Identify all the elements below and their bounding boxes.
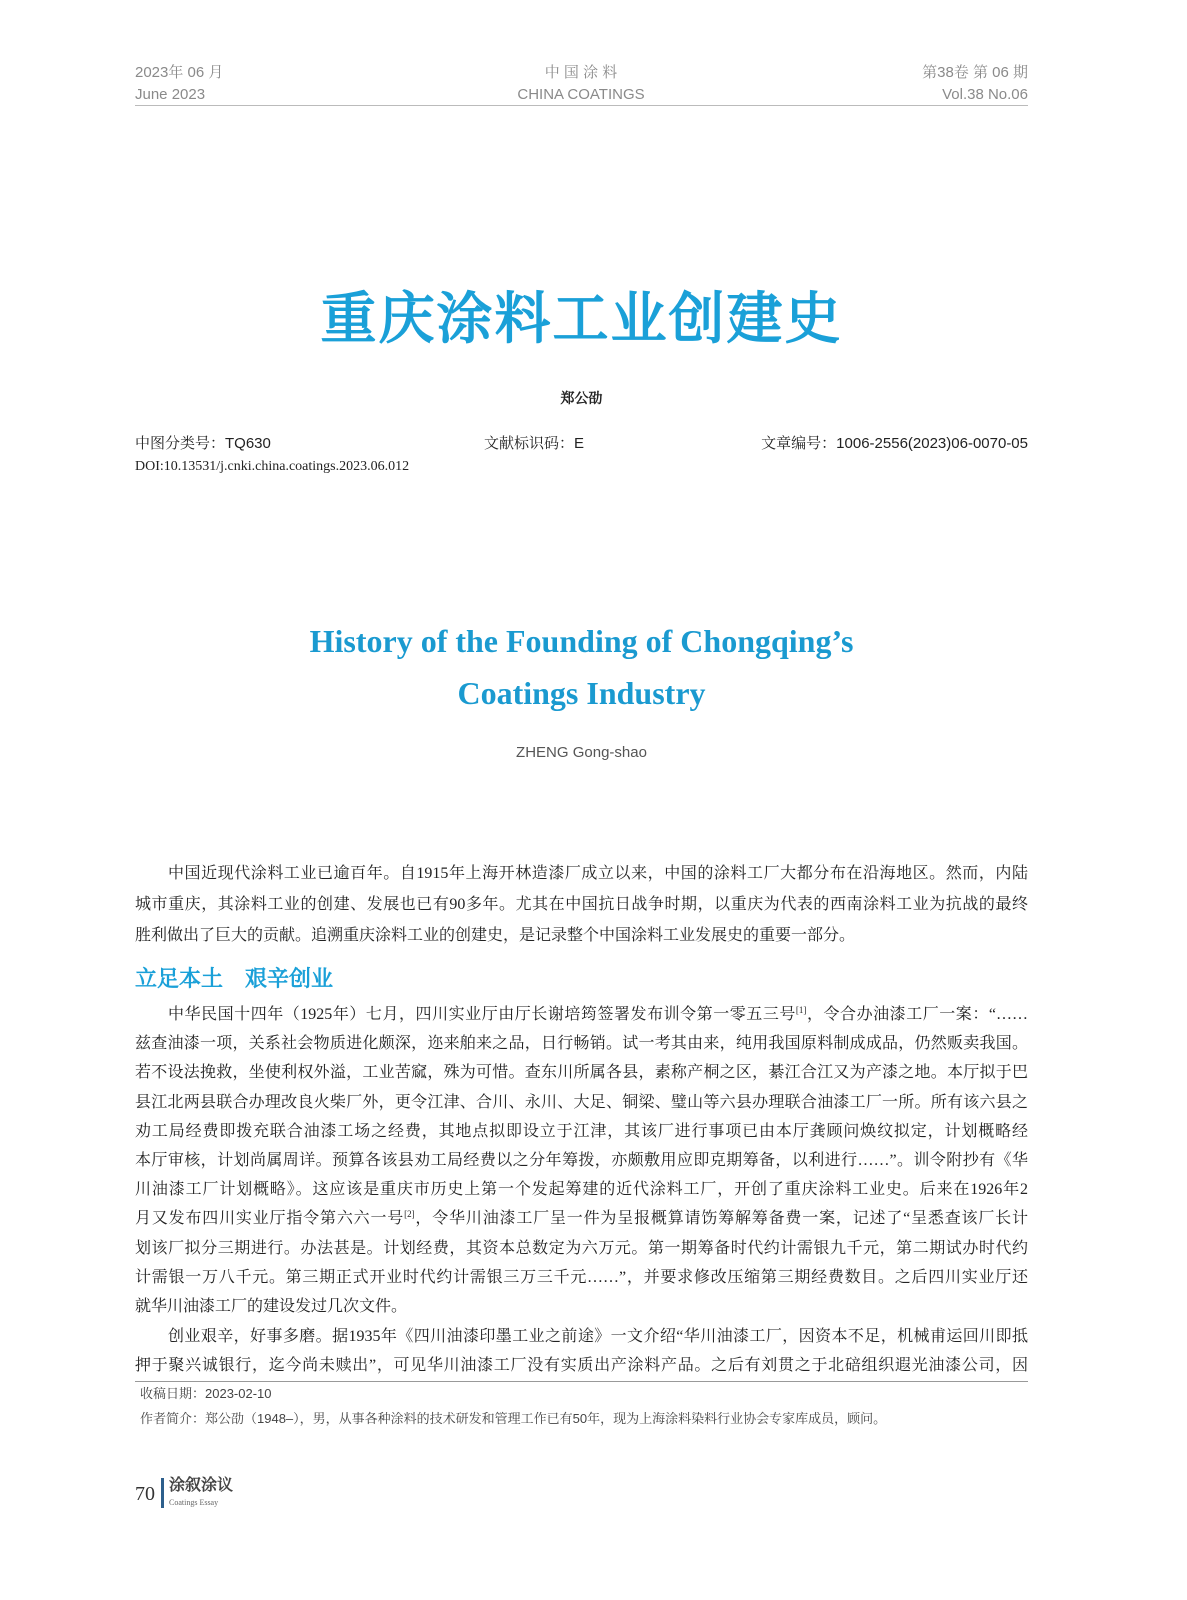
body-paragraph-1	[135, 1000, 1028, 1321]
text-segment: 押于聚兴诚银行，迄今尚未赎出”，可见华川油漆工厂没有实质出产涂料产品。之后有刘贯之于北碚组织遐光油漆公司，因	[135, 1357, 1028, 1375]
clc-number: 中图分类号：TQ630	[135, 435, 271, 452]
header-divider	[135, 105, 1028, 106]
text-segment: 中华民国十四年（1925年）七月，四川实业厅由厅长谢培筠签署发布训令第一零五三号	[168, 1006, 796, 1023]
text-segment: 创业艰辛，好事多磨。据1935年《四川油漆印墨工业之前途》一文介绍“华川油漆工厂，因资本不足，机械甫运回川即抵	[168, 1328, 1028, 1345]
document-code: 文献标识码：E	[484, 435, 585, 452]
column-name-en: Coatings Essay	[169, 1498, 219, 1507]
text-line	[135, 1146, 1028, 1175]
header-journal-cn: 中 国 涂 料	[544, 64, 618, 81]
doi[interactable]: DOI:10.13531/j.cnki.china.coatings.2023.06.012	[135, 459, 410, 474]
footer-bar	[161, 1478, 164, 1508]
header-journal-en: CHINA COATINGS	[517, 86, 645, 103]
text-line	[135, 1029, 1028, 1058]
text-line	[135, 1058, 1028, 1087]
text-segment: 胜利做出了巨大的贡献。追溯重庆涂料工业的创建史，是记录整个中国涂料工业发展史的重要一部分。	[135, 927, 856, 944]
header-volume-cn: 第38卷 第 06 期	[922, 64, 1028, 81]
section-heading: 立足本土 艰辛创业	[135, 966, 334, 991]
text-segment: 中国近现代涂料工业已逾百年。自1915年上海开林造漆厂成立以来，中国的涂料工厂大都分布在沿海地区。然而，内陆	[168, 865, 1028, 882]
header-journal	[481, 62, 681, 106]
english-author: ZHENG Gong-shao	[516, 744, 647, 761]
text-line	[135, 1204, 1028, 1233]
intro-paragraph	[135, 858, 1028, 951]
text-segment: ，令合办油漆工厂一案：“……	[806, 1006, 1028, 1023]
text-line	[135, 920, 1028, 951]
text-segment: 计需银一万八千元。第三期正式开业时代约计需银三万三千元……”，并要求修改压缩第三期经费数目。之后四川实业厅还	[135, 1268, 1028, 1286]
header-volume-en: Vol.38 No.06	[942, 86, 1028, 103]
header-volume	[922, 62, 1028, 106]
text-segment: 劝工局经费即拨充联合油漆工场之经费，其地点拟即设立于江津，其该厂进行事项已由本厅龚顾问焕纹拟定，计划概略经	[135, 1122, 1028, 1140]
text-line	[135, 1351, 1028, 1380]
english-title-line-1: History of the Founding of Chongqing’s	[309, 623, 854, 659]
page-number: 70	[135, 1483, 155, 1505]
text-line	[135, 889, 1028, 920]
text-segment: 川油漆工厂计划概略》。这应该是重庆市历史上第一个发起筹建的近代涂料工厂，开创了重庆涂料工业史。后来在1926年2	[135, 1181, 1028, 1199]
text-segment: 划该厂拟分三期进行。办法甚是。计划经费，其资本总数定为六万元。第一期筹备时代约计需银九千元，第二期试办时代约	[135, 1239, 1028, 1257]
header-date-en: June 2023	[135, 86, 206, 103]
text-segment: 兹查油漆一项，关系社会物质进化颇深，迩来舶来之品，日行畅销。试一考其由来，纯用我国原料制成成品，仍然贩卖我国。	[135, 1035, 1028, 1053]
text-segment: ，令华川油漆工厂呈一件为呈报概算请饬筹解筹备费一案，记述了“呈悉查该厂长计	[414, 1210, 1028, 1228]
text-segment: 城市重庆，其涂料工业的创建、发展也已有90多年。尤其在中国抗日战争时期，以重庆为代表的西南涂料工业为抗战的最终	[135, 896, 1028, 913]
author-bio: 作者简介：郑公劭（1948–），男，从事各种涂料的技术研发和管理工作已有50年，现为上海涂料染料行业协会专家库成员，顾问。	[140, 1411, 887, 1426]
text-line	[135, 858, 1028, 889]
article-title: 重庆涂料工业创建史	[320, 287, 843, 350]
text-segment: 就华川油漆工厂的建设发过几次文件。	[135, 1297, 408, 1315]
text-line	[135, 1175, 1028, 1204]
text-line	[135, 1117, 1028, 1146]
text-line	[135, 1292, 1028, 1321]
english-title	[0, 615, 1163, 719]
citation-reference[interactable]: [1]	[795, 1005, 807, 1015]
text-line	[135, 1263, 1028, 1292]
text-segment: 县江北两县联合办理改良火柴厂外，更令江津、合川、永川、大足、铜梁、璧山等六县办理联合油漆工厂一所。所有该六县之	[135, 1093, 1028, 1111]
text-segment: 若不设法挽救，坐使利权外溢，工业苦窳，殊为可惜。查东川所属各县，素称产桐之区，綦江合江又为产漆之地。本厅拟于巴	[135, 1064, 1028, 1082]
english-title-line-2: Coatings Industry	[457, 675, 706, 711]
citation-reference[interactable]: [2]	[404, 1209, 415, 1220]
article-author: 郑公劭	[560, 390, 603, 406]
footnote-divider	[135, 1381, 1028, 1382]
body-paragraph-2	[135, 1322, 1028, 1380]
received-date: 收稿日期：2023-02-10	[140, 1386, 272, 1401]
article-number: 文章编号：1006-2556(2023)06-0070-05	[761, 435, 1028, 452]
column-name: 涂叙涂议	[169, 1477, 234, 1494]
header-date	[135, 62, 223, 106]
text-line	[135, 1088, 1028, 1117]
text-line	[135, 1322, 1028, 1351]
text-line	[135, 1000, 1028, 1029]
text-line	[135, 1234, 1028, 1263]
text-segment: 本厅审核，计划尚属周详。预算各该县劝工局经费以之分年筹拨，亦颇敷用应即克期筹备，以利进行……”。训令附抄有《华	[135, 1151, 1028, 1169]
text-segment: 月又发布四川实业厅指令第六六一号	[135, 1210, 405, 1228]
header-date-cn: 2023年 06 月	[135, 64, 224, 81]
